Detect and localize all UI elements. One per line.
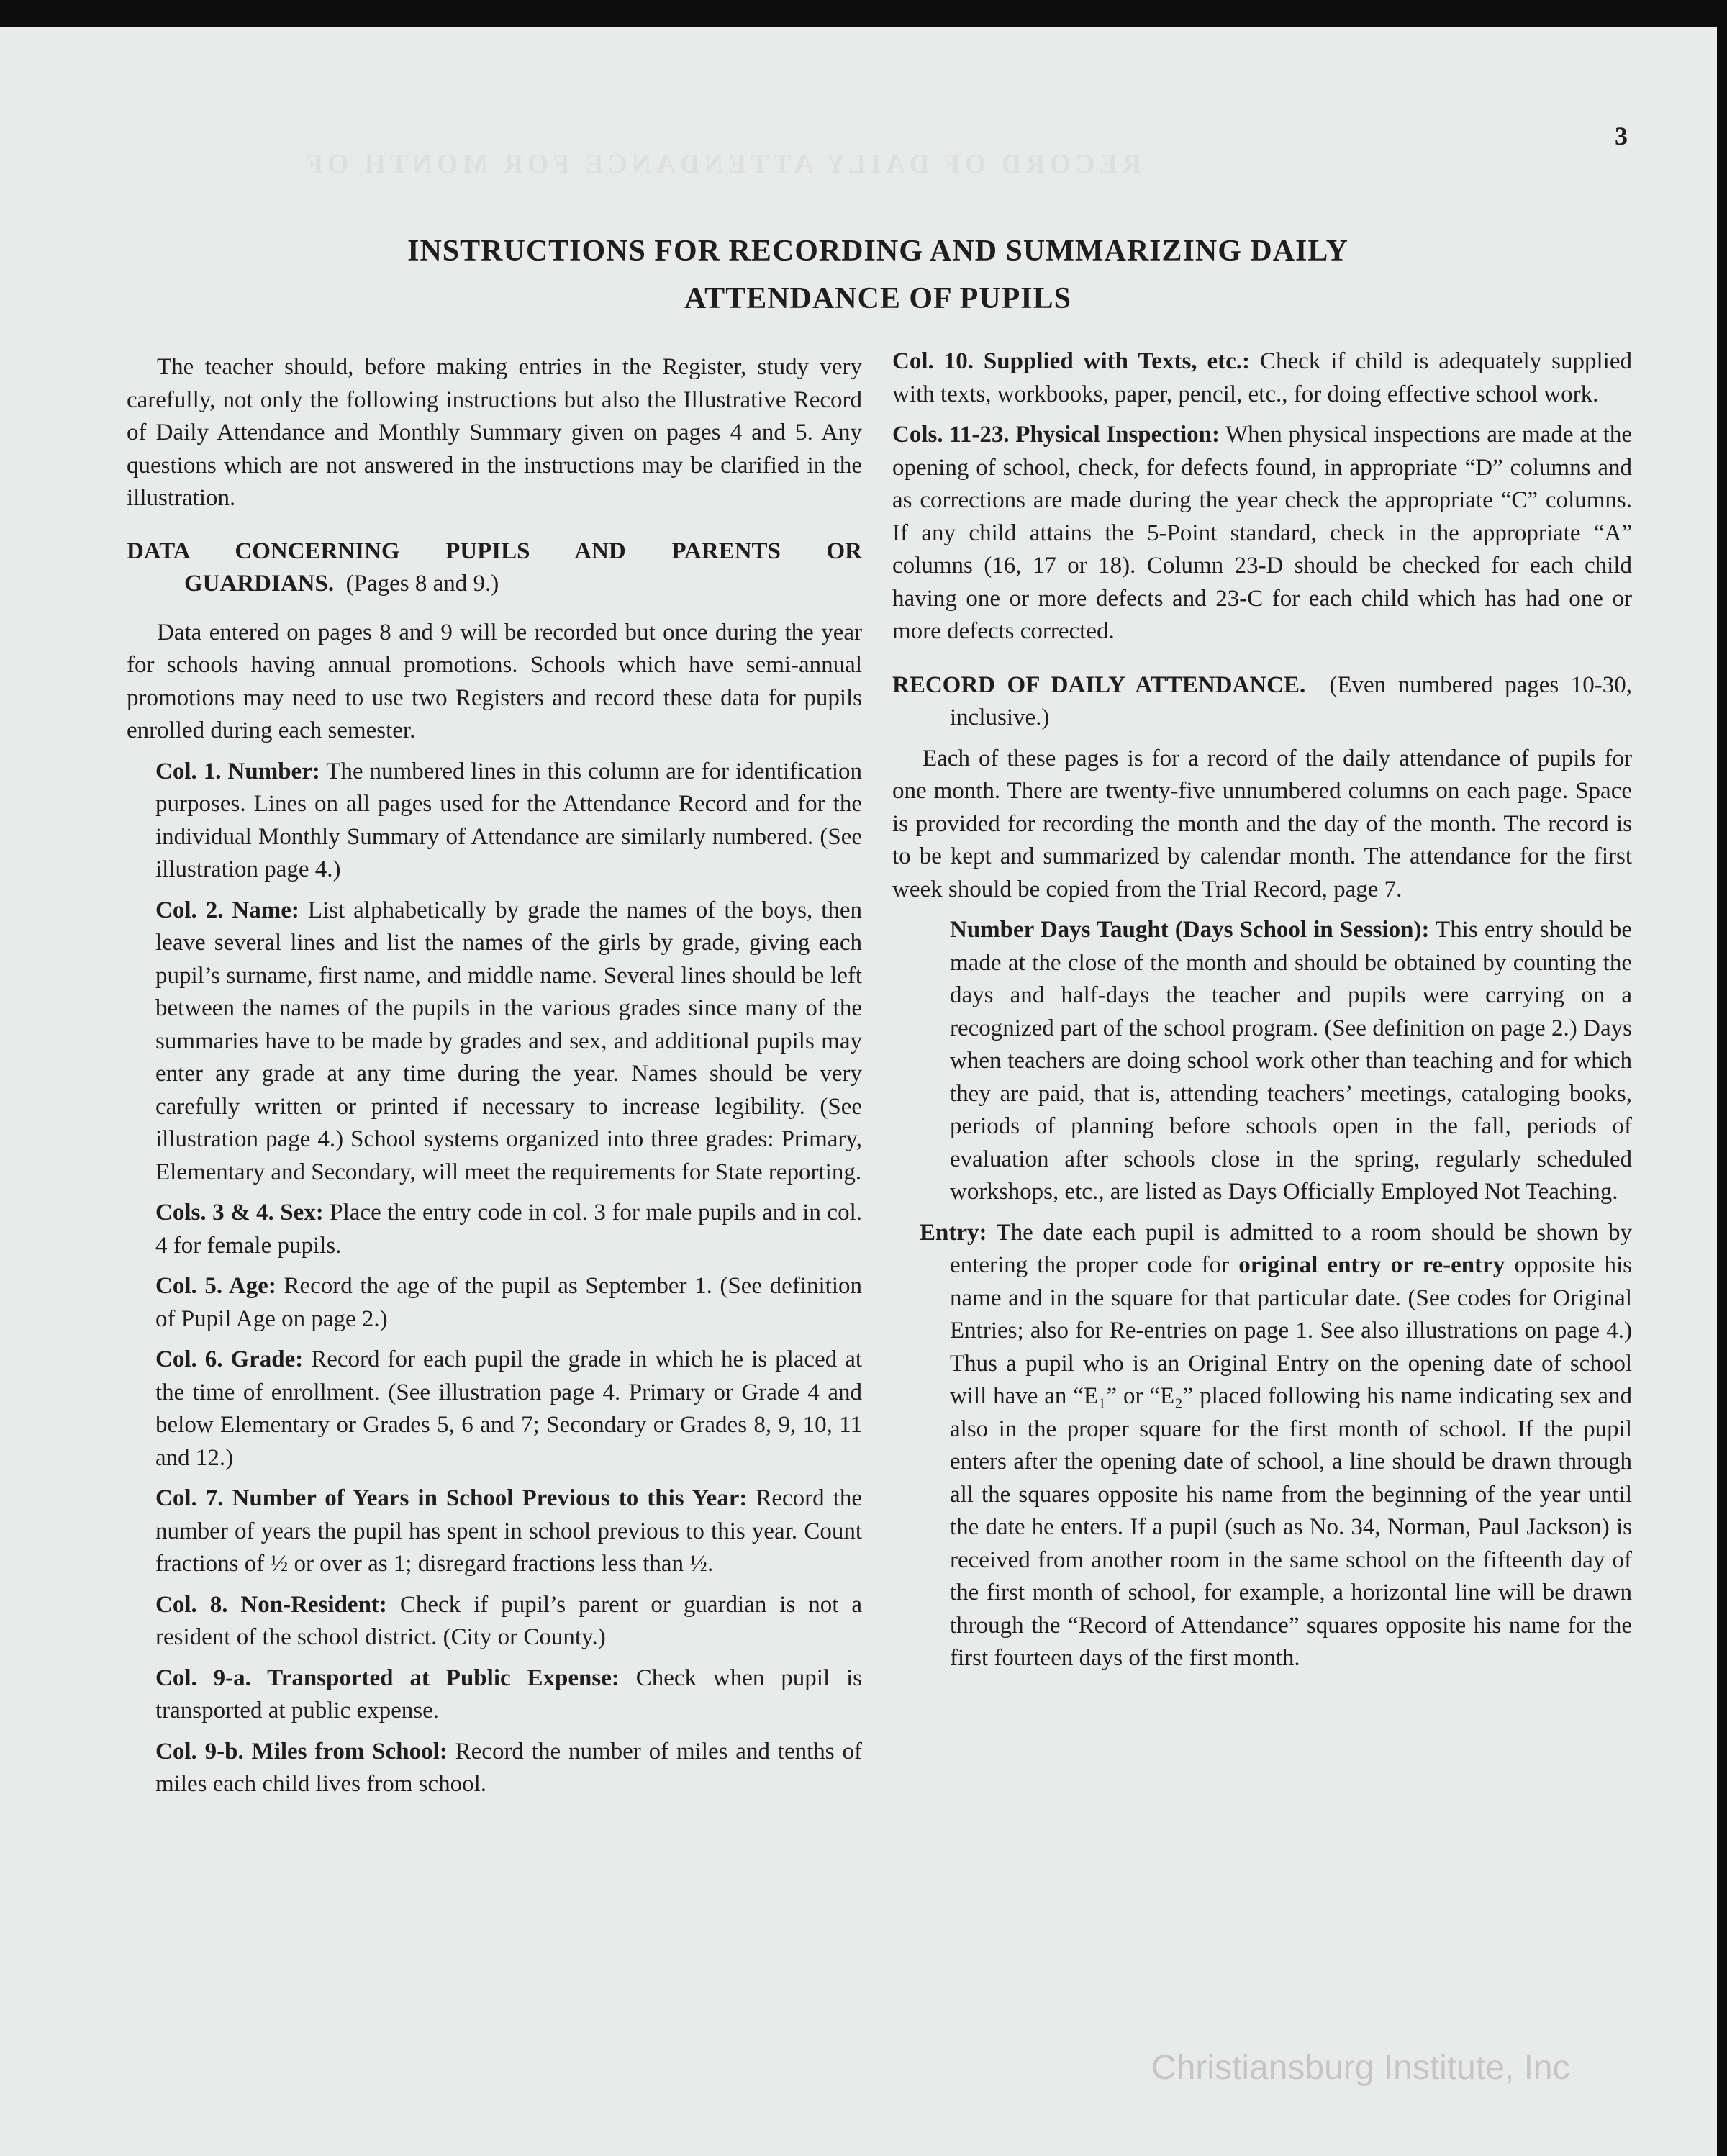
col-entry-text: Place the entry code in col. 3 for male pupils and in col. 4 for female pupils. bbox=[155, 1200, 862, 1259]
section-attendance-intro: Each of these pages is for a record of the daily attendance of pupils for one month. There are twenty-five unnumbered columns on each page. Space is provided for recording the month and the day of the month. The record is to be kept and summarized by calendar month. The attendance for the first week should be copied from the Trial Record, page 7. bbox=[892, 745, 1632, 902]
col-entry-text: List alphabetically by grade the names of the boys, then leave several lines and list the names of the girls by grade, giving each pupil’s surname, first name, and middle name. Several lines should be left between the names of the pupils in the various grades since many of the summaries have to be made by grades and sex, and additional pupils may enter any grade at any time during the year. Names should be very carefully written or printed if necessary to increase legibility. (See illustration page 4.) School systems organized into three grades: Primary, Elementary and Secondary, will meet the requirements for State reporting. bbox=[155, 897, 862, 1185]
col-entry bbox=[892, 345, 1632, 411]
col-entry-label: Col. 7. Number of Years in School Previous to this Year: bbox=[155, 1485, 748, 1511]
col-entry-text: Record the number of years the pupil has spent in school previous to this year. Count fractions of ½ or over as 1; disregard fractions less than ½. bbox=[155, 1485, 863, 1577]
document-page bbox=[0, 27, 1717, 2156]
days-taught-text: This entry should be made at the close of the month and should be obtained by counting the days and half-days the teacher and pupils were carrying on a recognized part of the school program. (See definition on page 2.) Days when teachers are doing school work other than teaching and for which they are paid, that is, attending teachers’ meetings, cataloging books, periods of planning before schools open in the fall, periods of evaluation after schools close in the spring, regularly scheduled workshops, etc., are listed as Days Officially Employed Not Teaching. bbox=[950, 917, 1632, 1205]
col-entry-text: Check if child is adequately supplied with texts, workbooks, paper, pencil, etc., for doing effective school work. bbox=[892, 348, 1632, 407]
col-entry-text: Check if pupil’s parent or guardian is not a resident of the school district. (City or County.) bbox=[155, 1591, 863, 1650]
col-entry bbox=[155, 756, 862, 887]
col-entry-label: Col. 10. Supplied with Texts, etc.: bbox=[892, 348, 1251, 374]
col-entry-label: Col. 1. Number: bbox=[155, 758, 320, 784]
col-entry-text: The numbered lines in this column are for identification purposes. Lines on all pages used for the Attendance Record and for the individual Monthly Summary of Attendance are similarly numbered. (See illustration page 4.) bbox=[155, 758, 862, 882]
section-heading-pupils-pages: (Pages 8 and 9.) bbox=[345, 571, 499, 597]
col-entry bbox=[892, 419, 1632, 648]
col-entry-label: Col. 6. Grade: bbox=[155, 1346, 304, 1372]
col-entry bbox=[155, 1344, 862, 1475]
section-heading-attendance-title: RECORD OF DAILY ATTENDANCE. bbox=[892, 671, 1306, 698]
intro-paragraph: The teacher should, before making entries in the Register, study very carefully, not only the following instructions but also the Illustrative Record of Daily Attendance and Monthly Summary given on pages 4 and 5. Any questions which are not answered in the instructions may be clarified in the illustration. bbox=[127, 354, 862, 511]
section-heading-attendance bbox=[892, 669, 1632, 735]
col-entry bbox=[155, 1736, 862, 1801]
days-taught-entry bbox=[950, 914, 1632, 1209]
bleed-through-text: RECORD OF DAILY ATTENDANCE FOR MONTH OF bbox=[302, 149, 1142, 179]
col-entry-label: Col. 2. Name: bbox=[155, 897, 299, 923]
entry-item-text-1: The date each pupil is admitted to a room should be shown by entering the proper code for bbox=[950, 1219, 1632, 1278]
col-entry-text: Record for each pupil the grade in which he is placed at the time of enrollment. (See illustration page 4. Primary or Grade 4 and below Elementary or Grades 5, 6 and 7; Secondary or Grades 8, 9, 10, 11 and 12.) bbox=[155, 1346, 863, 1471]
section-heading-attendance-pages: (Even numbered pages 10-30, inclusive.) bbox=[950, 671, 1633, 730]
days-taught-label: Number Days Taught (Days School in Session): bbox=[950, 917, 1430, 943]
page-number: 3 bbox=[1615, 122, 1628, 150]
section-heading-pupils bbox=[127, 535, 862, 601]
col-entry-label: Col. 8. Non-Resident: bbox=[155, 1591, 387, 1618]
page-title-line-2: ATTENDANCE OF PUPILS bbox=[684, 282, 1072, 315]
entry-item-text-2: opposite his name and in the square for that particular date. (See codes for Original Entries; also for Re-entries on page 1. See also illustrations on page 4.) Thus a pupil who is an Original Entry on the opening date of school will have an “E₁” or “E₂” placed following his name indicating sex and also in the proper square for the first month of school. If the pupil enters after the opening date of school, a line should be drawn through all the squares opposite his name from the beginning of the year until the date he enters. If a pupil (such as No. 34, Norman, Paul Jackson) is received from another room in the same school on the fifteenth day of the first month of school, for example, a horizontal line will be drawn through the “Record of Attendance” squares opposite his name for the first fourteen days of the first month. bbox=[950, 1252, 1632, 1671]
col-entry bbox=[155, 1482, 862, 1581]
section-heading-pupils-title: DATA CONCERNING PUPILS AND PARENTS OR GUARDIANS. bbox=[127, 538, 862, 597]
entry-item bbox=[920, 1217, 1632, 1675]
page-title-line-1: INSTRUCTIONS FOR RECORDING AND SUMMARIZING DAILY bbox=[407, 235, 1348, 268]
col-entry-text: When physical inspections are made at the opening of school, check, for defects found, in appropriate “D” columns and as corrections are made during the year check the appropriate “C” columns. If any child attains the 5-Point standard, check in the appropriate “A” columns (16, 17 or 18). Column 23-D should be checked for each child having one or more defects and 23-C for each child which has had one or more defects corrected. bbox=[892, 422, 1632, 644]
col-entry-text: Record the age of the pupil as September 1. (See definition of Pupil Age on page 2.) bbox=[155, 1273, 862, 1332]
col-entry-label: Cols. 3 & 4. Sex: bbox=[155, 1200, 324, 1226]
col-entry bbox=[155, 1197, 862, 1262]
right-column bbox=[892, 345, 1632, 1675]
entry-item-label: Entry: bbox=[920, 1219, 987, 1246]
section-pupils-intro: Data entered on pages 8 and 9 will be recorded but once during the year for schools having annual promotions. Schools which have semi-annual promotions may need to use two Registers and record these data for pupils enrolled during each semester. bbox=[127, 619, 862, 743]
col-entry-text: Check when pupil is transported at public expense. bbox=[155, 1664, 862, 1724]
col-entry-text: Record the number of miles and tenths of miles each child lives from school. bbox=[155, 1738, 862, 1797]
col-entry-label: Col. 5. Age: bbox=[155, 1273, 276, 1299]
page-title bbox=[216, 227, 1540, 322]
col-entry-label: Cols. 11-23. Physical Inspection: bbox=[892, 422, 1220, 448]
col-entry bbox=[155, 894, 862, 1190]
watermark: Christiansburg Institute, Inc bbox=[1151, 2049, 1570, 2087]
left-column bbox=[127, 351, 862, 1809]
col-entry-label: Col. 9-b. Miles from School: bbox=[155, 1738, 448, 1765]
col-entry bbox=[155, 1270, 862, 1336]
col-entry-label: Col. 9-a. Transported at Public Expense: bbox=[155, 1664, 620, 1691]
col-entry bbox=[155, 1589, 862, 1654]
entry-item-bold: original entry or re-entry bbox=[1238, 1252, 1505, 1278]
col-entry bbox=[155, 1662, 862, 1728]
